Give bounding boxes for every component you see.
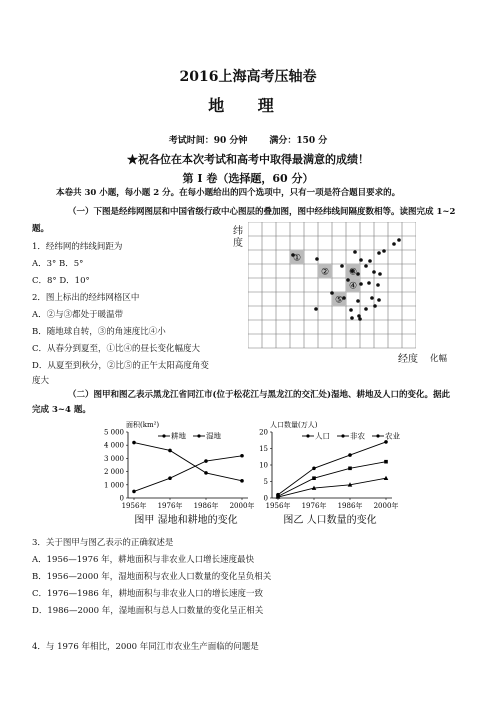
data-point xyxy=(132,441,136,445)
q2-option-d-cont: 度大 xyxy=(32,376,50,386)
legend-marker xyxy=(162,434,165,437)
data-point xyxy=(204,459,208,463)
x-tick-label: 1986年 xyxy=(337,502,363,510)
series-line-非农 xyxy=(278,462,386,497)
capital-dot xyxy=(359,258,363,262)
capital-dot xyxy=(315,257,319,261)
chart-wetland-farmland xyxy=(88,418,260,530)
data-point xyxy=(168,449,172,453)
subject-title: 地 理 xyxy=(208,96,288,115)
data-point xyxy=(240,454,244,458)
legend-label: 耕地 xyxy=(171,431,186,441)
capital-dot xyxy=(349,308,353,312)
y-tick-label: 10 xyxy=(259,461,268,470)
grid-cell-marker: ② xyxy=(320,267,330,278)
capital-dot xyxy=(382,249,386,253)
series-line-耕地 xyxy=(134,456,242,492)
y-tick-label: 0 xyxy=(119,494,124,503)
map-lat-label: 纬 度 xyxy=(233,226,243,249)
map-lon-label: 经度 xyxy=(398,354,418,365)
y-tick-label: 3 000 xyxy=(103,454,124,463)
chart-caption: 图甲 湿地和耕地的变化 xyxy=(134,515,238,526)
data-point xyxy=(384,476,389,480)
capital-dot xyxy=(392,242,396,246)
legend-marker xyxy=(306,434,309,437)
x-tick-label: 1956年 xyxy=(265,502,291,510)
capital-dot xyxy=(376,283,380,287)
data-point xyxy=(384,440,388,444)
capital-dot xyxy=(356,299,360,303)
q3-option-a: A．1956—1976 年，耕地面积与非农业人口增长速度最快 xyxy=(32,555,255,565)
grid-cell-marker: ④ xyxy=(348,281,358,292)
capital-dot xyxy=(364,307,368,311)
legend-label: 农业 xyxy=(385,431,400,441)
y-tick-label: 1 000 xyxy=(103,481,124,490)
part-title: 第 I 卷（选择题，60 分） xyxy=(182,172,314,185)
capital-dot xyxy=(377,251,381,255)
exam-meta xyxy=(0,133,496,146)
capital-dot xyxy=(330,291,334,295)
group1-intro-cont: 题。 xyxy=(32,224,50,234)
x-tick-label: 2000年 xyxy=(229,502,255,510)
group2-intro-cont: 完成 3~4 题。 xyxy=(32,405,91,415)
y-tick-label: 2 000 xyxy=(103,468,124,477)
capital-dot xyxy=(358,317,362,321)
graticule-map xyxy=(248,222,416,358)
capital-dot xyxy=(350,316,354,320)
capital-dot xyxy=(364,264,368,268)
legend-label: 非农 xyxy=(350,431,365,441)
capital-dot xyxy=(367,281,371,285)
y-tick-label: 0 xyxy=(263,494,268,503)
q1-options-ab: A．3° B．5° xyxy=(32,259,84,269)
capital-dot xyxy=(340,264,344,268)
group1-intro: （一）下图是经纬网图层和中国省级行政中心图层的叠加图，图中经纬线间隔度数相等。读图完成 1~2 xyxy=(68,207,456,217)
q1-stem: 1．经纬网的纬线间距为 xyxy=(32,242,123,252)
capital-dot xyxy=(373,304,377,308)
group2-intro: （二）图甲和图乙表示黑龙江省同江市(位于松花江与黑龙江的交汇处)湿地、耕地及人口的变化。据此 xyxy=(68,390,451,400)
series-line-湿地 xyxy=(134,443,242,481)
q3-option-c: C．1976—1986 年，耕地面积与非农业人口的增长速度一致 xyxy=(32,589,263,599)
data-point xyxy=(204,471,208,475)
instruction: 本卷共 30 小题，每小题 2 分。在每小题给出的四个选项中，只有一项是符合题目要求的。 xyxy=(56,188,401,198)
q2-option-b: B．随地球自转，③的角速度比④小 xyxy=(32,327,166,337)
x-tick-label: 1956年 xyxy=(121,502,147,510)
data-point xyxy=(240,479,244,483)
legend-marker xyxy=(341,434,344,437)
legend-marker xyxy=(197,434,200,437)
q1-options-cd: C．8° D．10° xyxy=(32,276,90,286)
map-side-note: 化幅 xyxy=(430,354,448,364)
capital-dot xyxy=(370,296,374,300)
y-axis-label: 人口数量(万人) xyxy=(270,421,318,429)
capital-dot xyxy=(368,259,372,263)
q3-option-d: D．1986—2000 年，湿地面积与总人口数量的变化呈正相关 xyxy=(32,606,264,616)
y-tick-label: 5 xyxy=(263,478,268,486)
exam-time: 考试时间：90 分钟 xyxy=(168,136,248,146)
x-tick-label: 1986年 xyxy=(193,502,219,510)
data-point xyxy=(312,467,316,471)
grid-cell-marker: ③ xyxy=(348,267,358,278)
exam-score: 满分：150 分 xyxy=(269,136,328,146)
legend-label: 人口 xyxy=(315,431,330,441)
chart-population xyxy=(252,418,402,530)
data-point xyxy=(384,460,388,464)
capital-dot xyxy=(353,250,357,254)
y-tick-label: 5 000 xyxy=(103,428,124,437)
capital-dot xyxy=(314,307,318,311)
y-tick-label: 20 xyxy=(259,428,268,437)
grid-cell-marker: ① xyxy=(292,253,302,264)
capital-dot xyxy=(359,282,363,286)
capital-dot xyxy=(372,270,376,274)
data-point xyxy=(348,453,352,457)
q3-option-b: B．1956—2000 年，湿地面积与农业人口数量的变化呈负相关 xyxy=(32,572,272,582)
grid-cell-marker: ⑤ xyxy=(334,295,344,306)
y-axis-label: 面积(km²) xyxy=(126,421,160,429)
q3-stem: 3．关于图甲与图乙表示的正确叙述是 xyxy=(32,538,174,548)
data-point xyxy=(132,490,136,494)
capital-dot xyxy=(378,272,382,276)
data-point xyxy=(312,476,316,480)
y-tick-label: 15 xyxy=(259,445,268,453)
chart-caption: 图乙 人口数量的变化 xyxy=(283,515,377,526)
x-tick-label: 1976年 xyxy=(157,502,183,510)
data-point xyxy=(168,476,172,480)
q2-stem: 2．图上标出的经纬网格区中 xyxy=(32,293,140,303)
data-point xyxy=(348,467,352,471)
x-tick-label: 1976年 xyxy=(301,502,327,510)
capital-dot xyxy=(377,298,381,302)
q2-option-d: D．从夏至到秋分，②比⑤的正午太阳高度角变 xyxy=(32,361,209,371)
q4-stem: 4．与 1976 年相比，2000 年同江市农业生产面临的问题是 xyxy=(32,642,259,652)
wish-line: ★祝各位在本次考试和高考中取得最满意的成绩！ xyxy=(127,153,369,166)
series-line-农业 xyxy=(278,478,386,497)
q2-option-a: A．②与③都处于暖温带 xyxy=(32,310,124,320)
exam-title: 2016上海高考压轴卷 xyxy=(179,69,317,85)
q2-option-c: C．从春分到夏至，①比④的昼长变化幅度大 xyxy=(32,344,201,354)
legend-marker xyxy=(376,434,379,437)
legend-label: 湿地 xyxy=(206,431,221,441)
capital-dot xyxy=(397,238,401,242)
y-tick-label: 4 000 xyxy=(103,441,124,450)
x-tick-label: 2000年 xyxy=(373,502,399,510)
